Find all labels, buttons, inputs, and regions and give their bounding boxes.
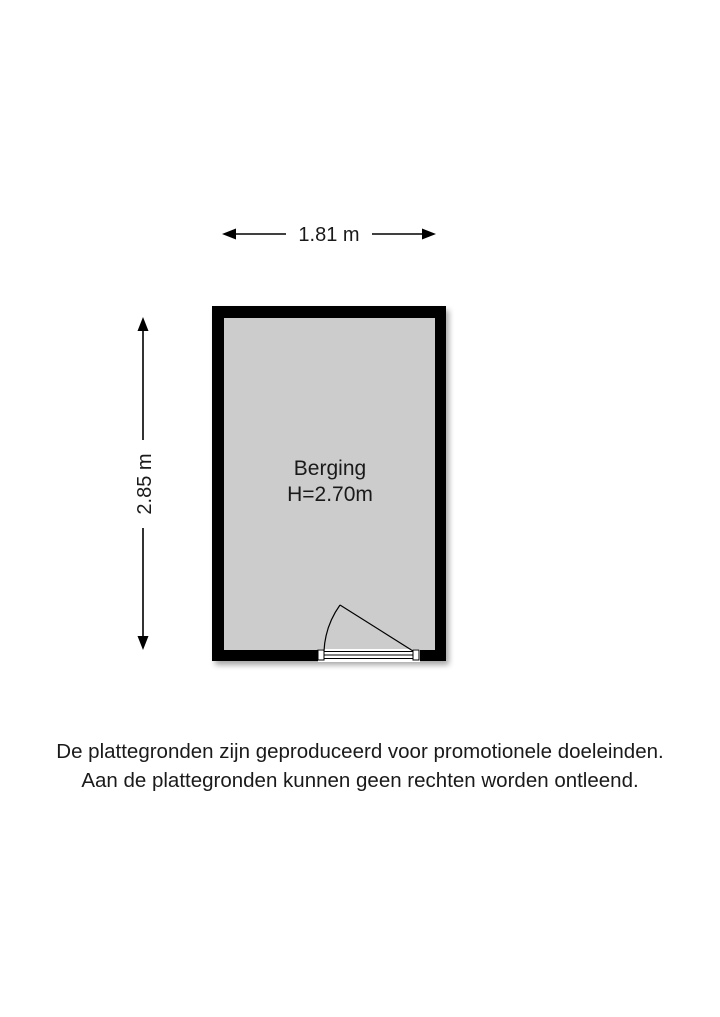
- width-arrow-left-icon: [222, 229, 236, 240]
- disclaimer-line-2: Aan de plattegronden kunnen geen rechten worden ontleend.: [81, 769, 639, 792]
- width-dimension-label: 1.81 m: [298, 224, 360, 246]
- room-name-label: Berging: [293, 457, 367, 480]
- length-dimension-label: 2.85 m: [134, 453, 156, 515]
- length-dimension: [134, 317, 156, 650]
- door-jamb-right: [413, 650, 419, 660]
- width-dimension: [222, 224, 436, 246]
- length-arrow-top-icon: [138, 317, 149, 331]
- door-jamb-left: [318, 650, 324, 660]
- width-arrow-right-icon: [422, 229, 436, 240]
- length-arrow-bottom-icon: [138, 636, 149, 650]
- disclaimer-line-1: De plattegronden zijn geproduceerd voor promotionele doeleinden.: [56, 740, 664, 763]
- room-height-label: H=2.70m: [287, 483, 373, 506]
